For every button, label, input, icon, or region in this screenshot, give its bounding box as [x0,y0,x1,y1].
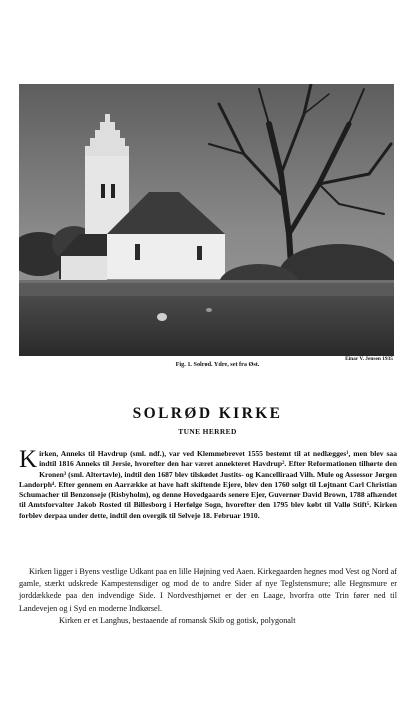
page-title: SOLRØD KIRKE [132,405,283,422]
figure-caption: Fig. 1. Solrød. Ydre, set fra Øst. [175,361,260,368]
intro-paragraph [19,446,397,521]
body-text [19,566,397,627]
body-paragraph-2: Kirken er et Langhus, bestaaende af romansk Skib og gotisk, polygonalt [59,615,296,625]
page-subtitle: TUNE HERRED [178,427,237,436]
intro-text: irken, Anneks til Havdrup (sml. ndf.), var ved Klemmebrevet 1555 bestemt til at nedlægges¹, men blev saa indtil 1816 Anneks til Jersie, hvorefter den har været annekteret Havdrup². Efter Reformationen tilhørte den Kronen³ (sml. Altertavle), indtil den 1687 blev tilskødet Justits- og Kancelliraad Vilh. Mule og Assessor Jørgen Landorph⁴. Efter gennem en Aarrække at have haft skiftende Ejere, blev den 1760 solgt til Løjtnant Carl Christian Schumacher til Benzonseje (Risbyholm), og denne Hovedgaards senere Ejer, Guvernør David Brown, 1788 afhændet til Amtsforvalter Jakob Rosted til Billesborg i Herfølge Sogn, hvorefter den 1795 blev købt til Vallø Stift⁵. Kirken forblev derpaa under dette, indtil den overgik til Selveje 18. Februar 1910. [19,449,397,520]
drop-cap: K [19,446,38,473]
photo-credit: Einar V. Jensen 1935 [345,356,393,362]
church-photograph [19,84,394,356]
church-photo-illustration [19,84,394,356]
body-paragraph-1: Kirken ligger i Byens vestlige Udkant paa en lille Højning ved Aaen. Kirkegaarden hegnes mod Vest og Nord af gamle, stærkt udskrede Kampestensdiger og mod de to andre Sider af nye Teglstensmure; alle Hegnsmure er jorddækkede paa den indvendige Side. I Nordvesthjørnet er der en Laage, hvorfra otte Trin fører ned til Landevejen og i Syd en moderne Indkørsel. [19,567,397,613]
